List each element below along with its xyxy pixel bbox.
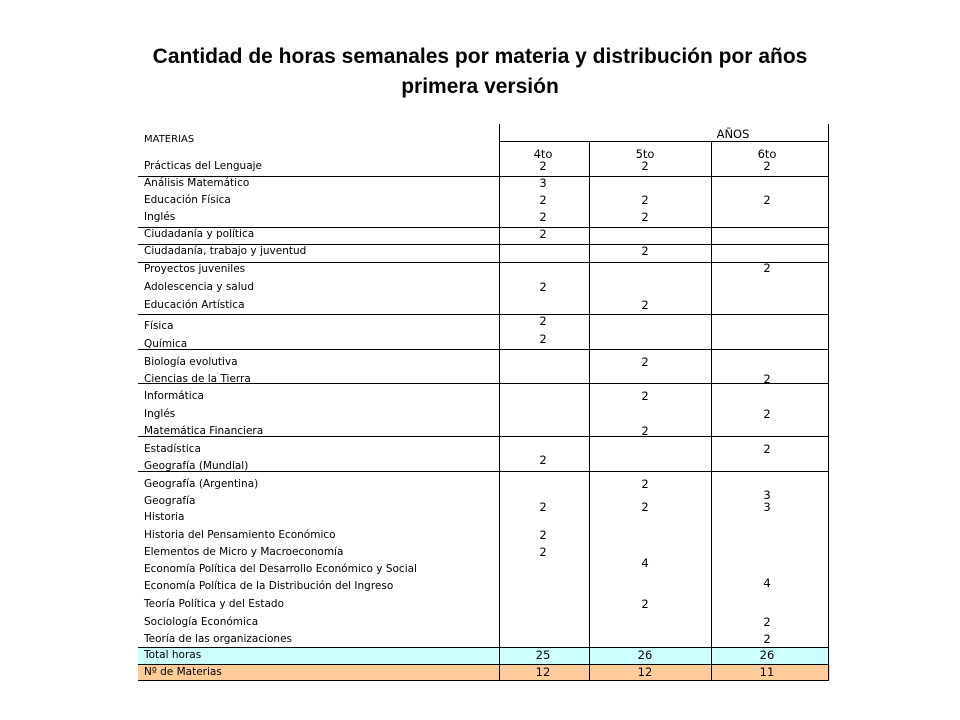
- hours-5to-cell: 2: [641, 477, 649, 491]
- subject-name: Economía Política del Desarrollo Económico y Social: [144, 563, 417, 575]
- subject-name: Geografía: [144, 495, 196, 507]
- hours-4to-cell: 2: [539, 159, 547, 173]
- column-separator: [499, 124, 500, 680]
- hours-6to-cell: 2: [763, 442, 771, 456]
- column-separator: [589, 141, 590, 680]
- subject-name: Elementos de Micro y Macroeconomía: [144, 546, 344, 558]
- row-separator: [138, 349, 829, 350]
- hours-5to-cell: 2: [641, 159, 649, 173]
- subject-name: Física: [144, 320, 174, 332]
- total-horas-label: Total horas: [144, 649, 202, 661]
- subject-name: Matemática Financiera: [144, 425, 264, 437]
- hours-6to-cell: 2: [763, 159, 771, 173]
- row-separator: [138, 314, 829, 315]
- subject-name: Ciencias de la Tierra: [144, 373, 251, 385]
- hours-5to-cell: 2: [641, 193, 649, 207]
- subject-name: Geografía (Argentina): [144, 478, 259, 490]
- hours-4to-cell: 2: [539, 210, 547, 224]
- hours-6to-cell: 2: [763, 193, 771, 207]
- row-separator: [499, 141, 829, 142]
- hours-4to-cell: 2: [539, 227, 547, 241]
- num-materias-5to: 12: [637, 665, 653, 679]
- anos-header: AÑOS: [716, 127, 750, 141]
- hours-5to-cell: 2: [641, 355, 649, 369]
- subject-name: Inglés: [144, 408, 176, 420]
- subject-name: Estadística: [144, 443, 201, 455]
- num-materias-6to: 11: [759, 665, 775, 679]
- subject-name: Ciudadanía, trabajo y juventud: [144, 245, 307, 257]
- subject-name: Historia: [144, 511, 185, 523]
- hours-4to-cell: 2: [539, 500, 547, 514]
- row-separator: [138, 680, 829, 681]
- num-materias-4to: 12: [535, 665, 551, 679]
- hours-6to-cell: 4: [763, 576, 771, 590]
- hours-6to-cell: 2: [763, 261, 771, 275]
- subject-name: Geografía (Mundial): [144, 460, 249, 472]
- hours-5to-cell: 2: [641, 298, 649, 312]
- subject-name: Ciudadanía y política: [144, 228, 255, 240]
- year-header-4to: 4to: [533, 147, 553, 161]
- subject-name: Análisis Matemático: [144, 177, 250, 189]
- hours-4to-cell: 2: [539, 545, 547, 559]
- materias-header: MATERIAS: [144, 134, 195, 145]
- hours-4to-cell: 3: [539, 176, 547, 190]
- hours-4to-cell: 2: [539, 280, 547, 294]
- year-header-6to: 6to: [757, 147, 777, 161]
- subject-name: Química: [144, 338, 188, 350]
- hours-6to-cell: 2: [763, 407, 771, 421]
- hours-4to-cell: 2: [539, 193, 547, 207]
- title-line-1: Cantidad de horas semanales por materia y distribución por años: [152, 45, 808, 68]
- hours-6to-cell: 2: [763, 372, 771, 386]
- hours-6to-cell: 2: [763, 615, 771, 629]
- hours-4to-cell: 2: [539, 314, 547, 328]
- title-line-2: primera versión: [401, 75, 559, 98]
- subject-name: Educación Artística: [144, 299, 245, 311]
- hours-5to-cell: 2: [641, 389, 649, 403]
- subject-name: Proyectos juveniles: [144, 263, 246, 275]
- column-separator: [828, 124, 829, 680]
- column-separator: [711, 141, 712, 680]
- hours-6to-cell: 2: [763, 632, 771, 646]
- hours-table: [138, 124, 830, 680]
- year-header-5to: 5to: [635, 147, 655, 161]
- subject-name: Teoría Política y del Estado: [144, 598, 284, 610]
- hours-6to-cell: 3: [763, 488, 771, 502]
- subject-name: Inglés: [144, 211, 176, 223]
- hours-5to-cell: 4: [641, 556, 649, 570]
- subject-name: Educación Física: [144, 194, 231, 206]
- subject-name: Sociología Económica: [144, 616, 259, 628]
- hours-5to-cell: 2: [641, 210, 649, 224]
- hours-5to-cell: 2: [641, 500, 649, 514]
- total-horas-4to: 25: [535, 648, 551, 662]
- hours-4to-cell: 2: [539, 453, 547, 467]
- hours-6to-cell: 3: [763, 500, 771, 514]
- subject-name: Biología evolutiva: [144, 356, 238, 368]
- subject-name: Teoría de las organizaciones: [144, 633, 293, 645]
- subject-name: Economía Política de la Distribución del Ingreso: [144, 580, 394, 592]
- page-title: [0, 42, 960, 102]
- subject-name: Historia del Pensamiento Económico: [144, 529, 336, 541]
- hours-4to-cell: 2: [539, 332, 547, 346]
- total-horas-5to: 26: [637, 648, 653, 662]
- subject-name: Adolescencia y salud: [144, 281, 254, 293]
- total-horas-6to: 26: [759, 648, 775, 662]
- hours-5to-cell: 2: [641, 244, 649, 258]
- num-materias-label: Nº de Materias: [144, 666, 222, 678]
- hours-5to-cell: 2: [641, 597, 649, 611]
- hours-4to-cell: 2: [539, 528, 547, 542]
- hours-5to-cell: 2: [641, 424, 649, 438]
- subject-name: Prácticas del Lenguaje: [144, 160, 263, 172]
- subject-name: Informática: [144, 390, 204, 402]
